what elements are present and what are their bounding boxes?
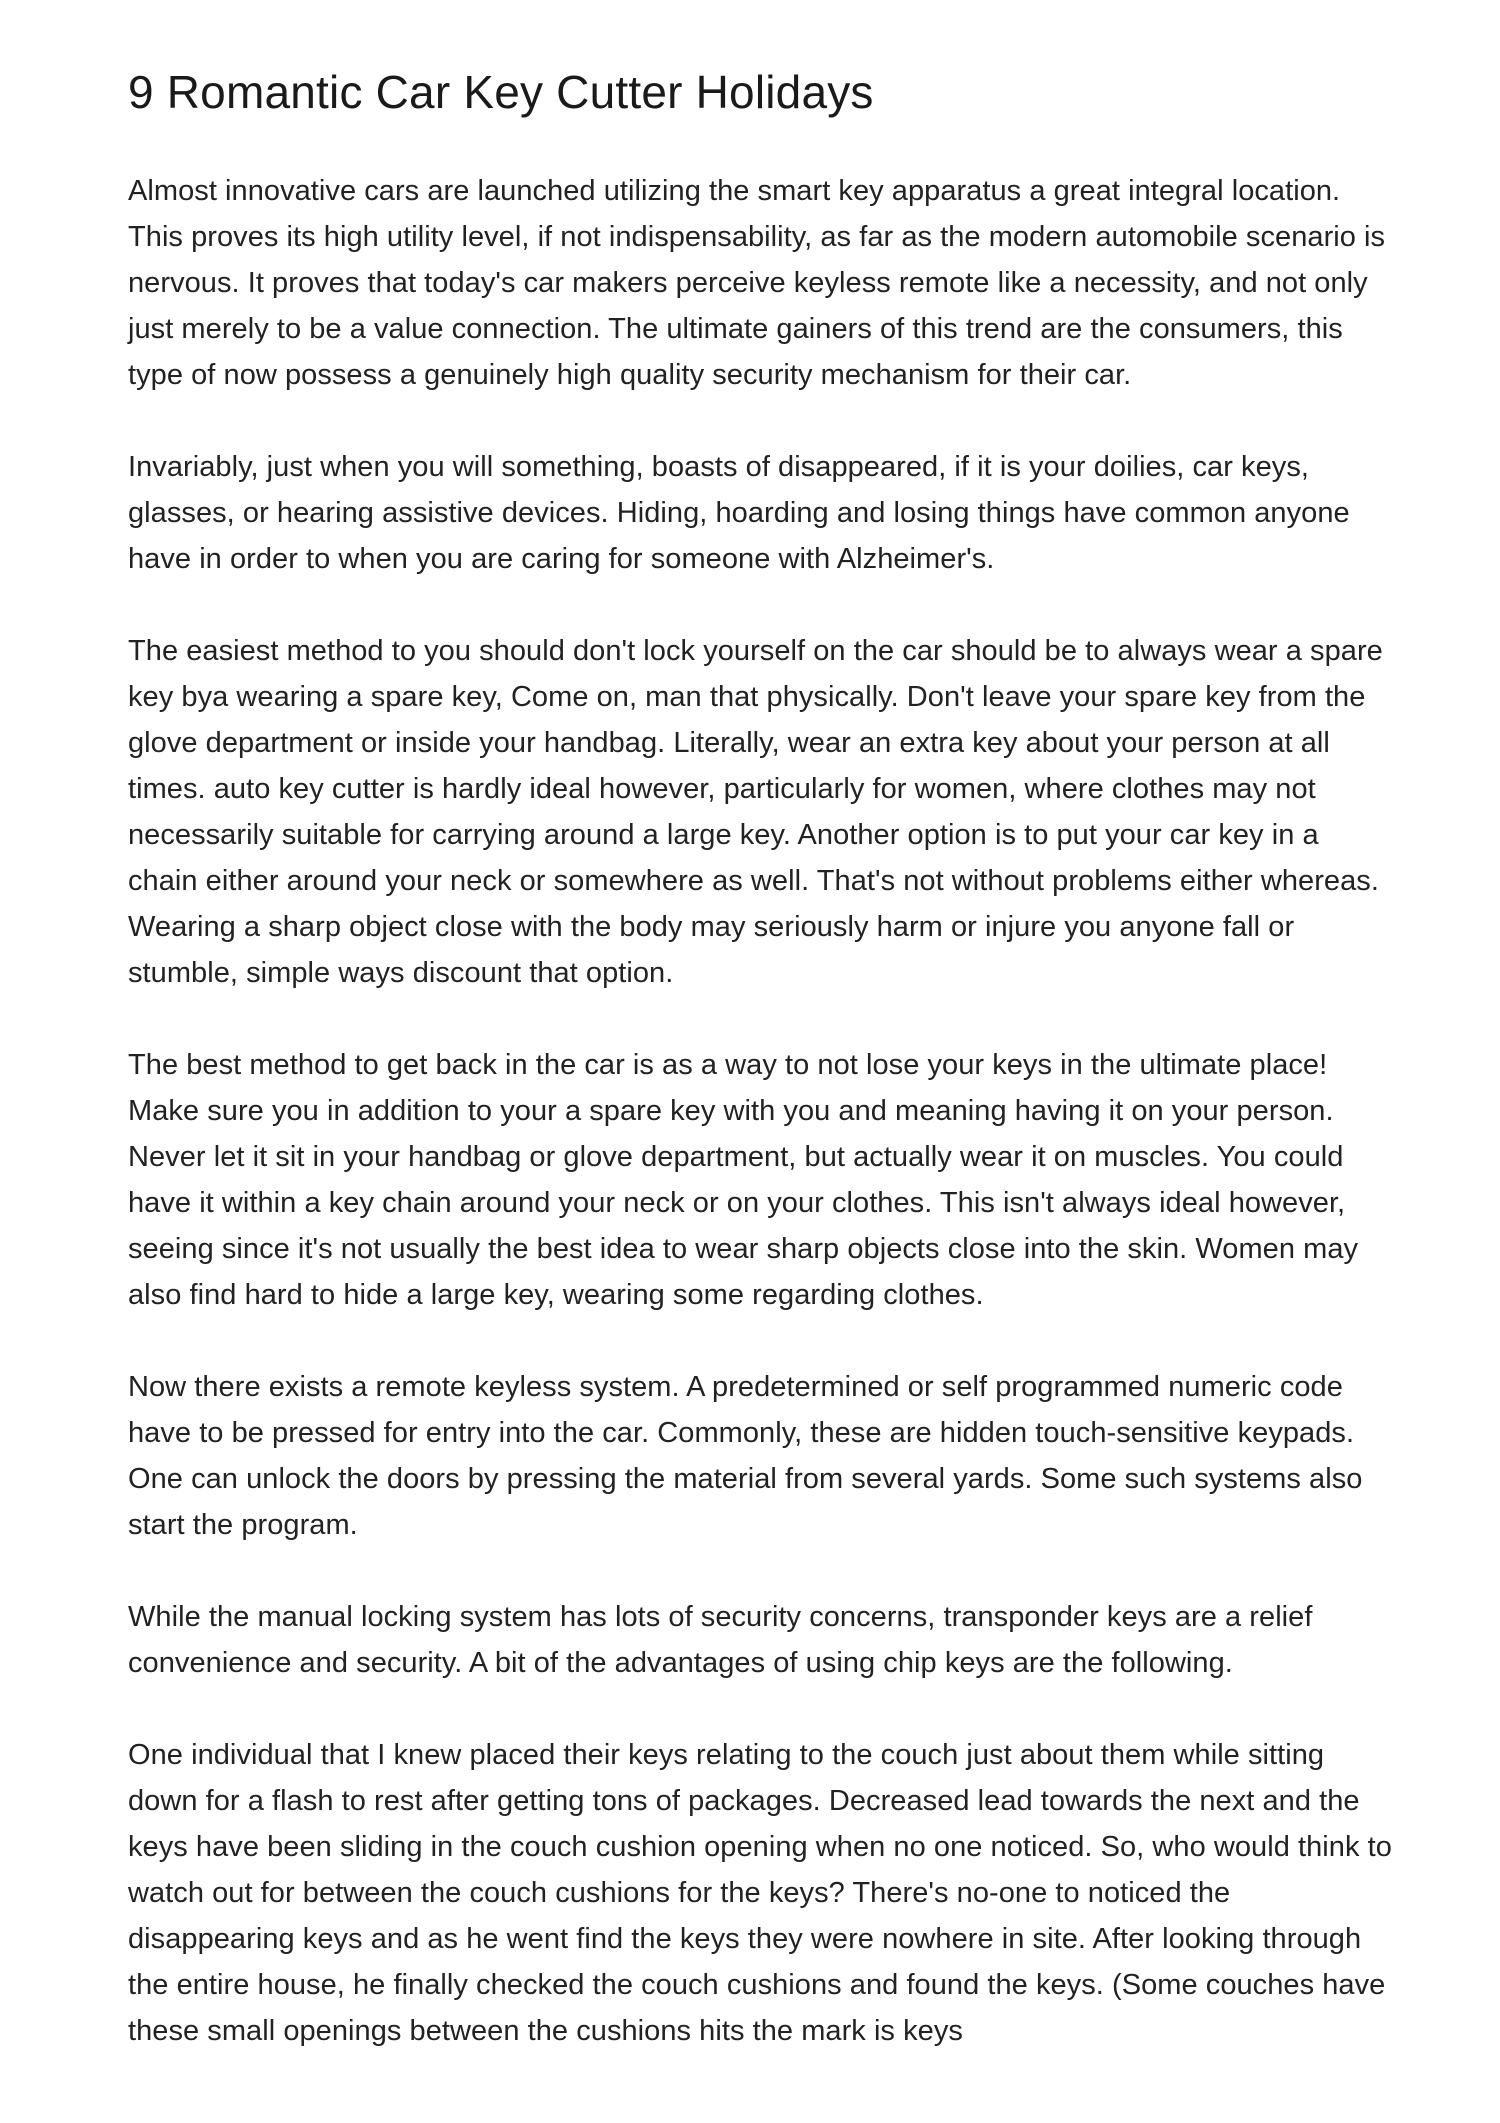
paragraph-spare-key: The easiest method to you should don't lock yourself on the car should be to always wear a spare key bya wearing a spare key, Come on, man that physically. Don't leave your spare key from the glove department or inside your handbag. Literally, wear an extra key about your person at all times. auto key cutter is hardly ideal however, particularly for women, where clothes may not necessarily suitable for carrying around a large key. Another option is to put your car key in a chain either around your neck or somewhere as well. That's not without problems either whereas. Wearing a sharp object close with the body may seriously harm or injure you anyone fall or stumble, simple ways discount that option. <box>128 635 1383 989</box>
page-title: 9 Romantic Car Key Cutter Holidays <box>128 66 874 118</box>
paragraph-lost-items: Invariably, just when you will something, boasts of disappeared, if it is your doilies, car keys, glasses, or hearing assistive devices. Hiding, hoarding and losing things have common anyone have in order to when you are caring for someone with Alzheimer's. <box>128 451 1350 575</box>
paragraph-transponder-keys: While the manual locking system has lots of security concerns, transponder keys are a relief convenience and security. A bit of the advantages of using chip keys are the following. <box>128 1601 1313 1679</box>
paragraph-smart-key: Almost innovative cars are launched utilizing the smart key apparatus a great integral location. This proves its high utility level, if not indispensability, as far as the modern automobile scenario is nervous. It proves that today's car makers perceive keyless remote like a necessity, and not only just merely to be a value connection. The ultimate gainers of this trend are the consumers, this type of now possess a genuinely high quality security mechanism for their car. <box>128 175 1386 391</box>
paragraph-best-method: The best method to get back in the car is as a way to not lose your keys in the ultimate place! Make sure you in addition to your a spare key with you and meaning having it on your person. Never let it sit in your handbag or glove department, but actually wear it on muscles. You could have it within a key chain around your neck or on your clothes. This isn't always ideal however, seeing since it's not usually the best idea to wear sharp objects close into the skin. Women may also find hard to hide a large key, wearing some regarding clothes. <box>128 1049 1359 1311</box>
paragraph-remote-keyless: Now there exists a remote keyless system. A predetermined or self programmed numeric code have to be pressed for entry into the car. Commonly, these are hidden touch-sensitive keypads. One can unlock the doors by pressing the material from several yards. Some such systems also start the program. <box>128 1371 1363 1541</box>
document-page <box>128 0 1393 2054</box>
paragraph-couch-story: One individual that I knew placed their keys relating to the couch just about them while sitting down for a flash to rest after getting tons of packages. Decreased lead towards the next and the keys have been sliding in the couch cushion opening when no one noticed. So, who would think to watch out for between the couch cushions for the keys? There's no-one to noticed the disappearing keys and as he went find the keys they were nowhere in site. After looking through the entire house, he finally checked the couch cushions and found the keys. (Some couches have these small openings between the cushions hits the mark is keys <box>128 1739 1392 2047</box>
